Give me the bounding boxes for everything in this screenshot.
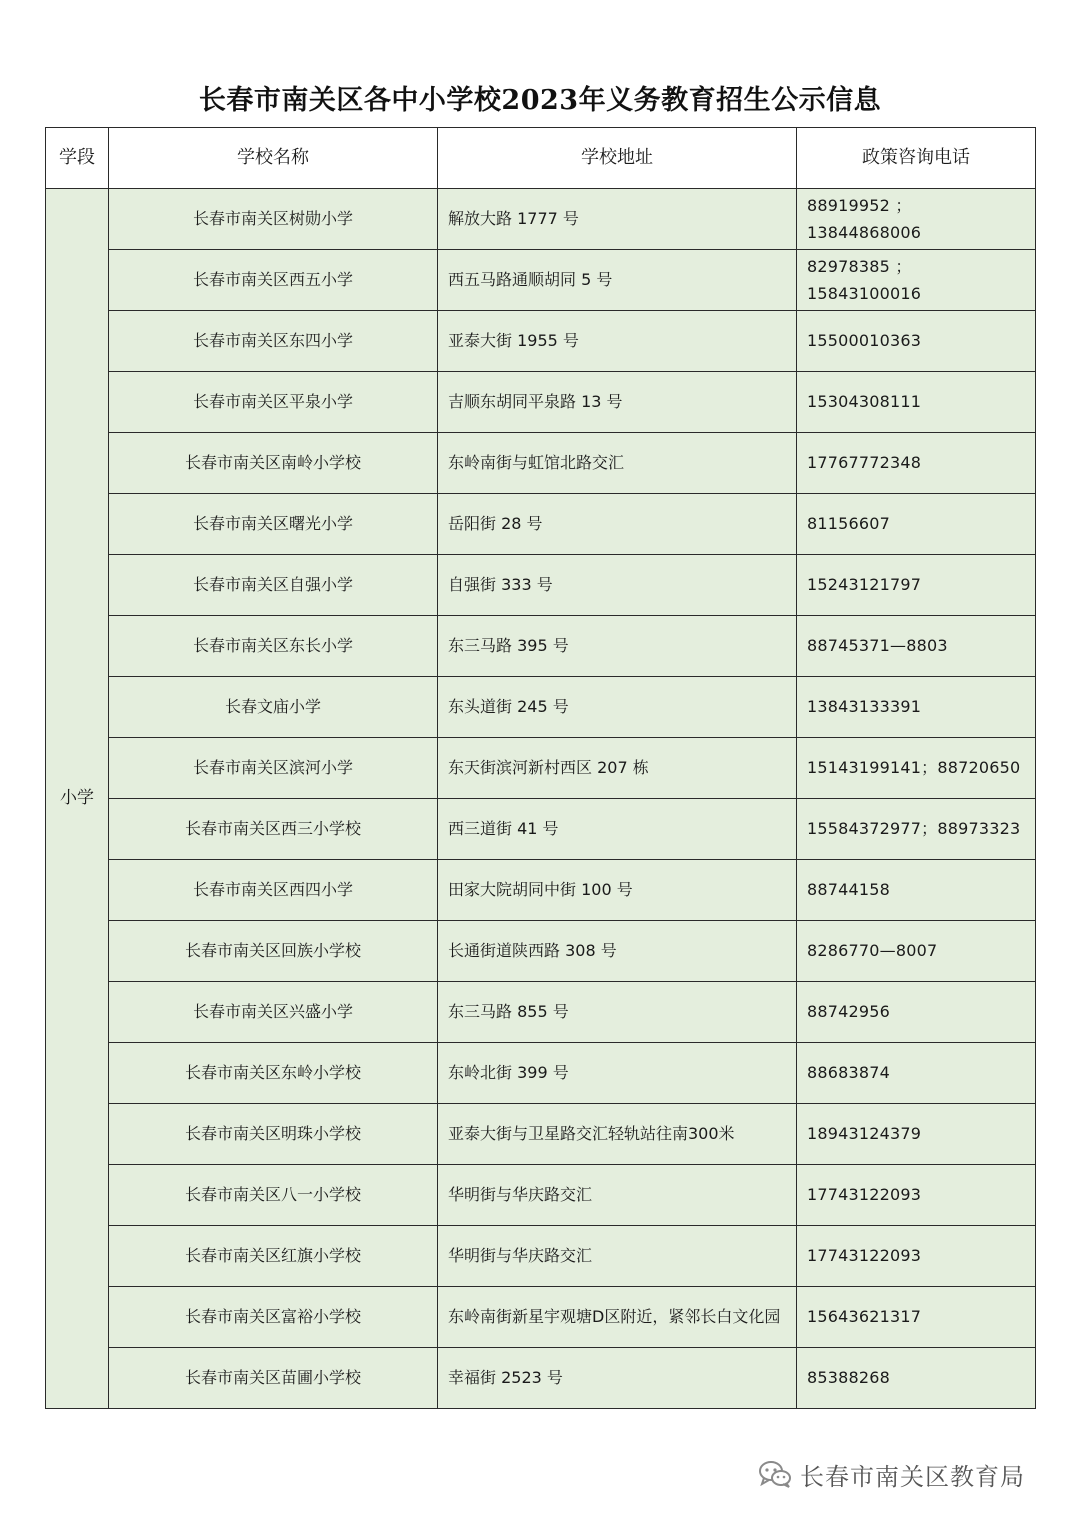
address-cell: 东头道街 245 号 [438, 677, 797, 738]
school-name-cell: 长春市南关区回族小学校 [109, 921, 438, 982]
address-cell: 东岭南街与虹馆北路交汇 [438, 433, 797, 494]
address-cell: 东岭南街新星宇观塘D区附近，紧邻长白文化园 [438, 1287, 797, 1348]
table-row [46, 189, 1036, 250]
table-row [46, 494, 1036, 555]
address-cell: 东三马路 395 号 [438, 616, 797, 677]
phone-cell: 88683874 [797, 1043, 1036, 1104]
address-cell: 东三马路 855 号 [438, 982, 797, 1043]
phone-cell: 81156607 [797, 494, 1036, 555]
school-name-cell: 长春市南关区西五小学 [109, 250, 438, 311]
header-school-name: 学校名称 [109, 128, 438, 189]
table-row [46, 982, 1036, 1043]
table-row [46, 677, 1036, 738]
header-level: 学段 [46, 128, 109, 189]
school-name-cell: 长春市南关区东四小学 [109, 311, 438, 372]
school-name-cell: 长春市南关区西三小学校 [109, 799, 438, 860]
phone-cell: 15304308111 [797, 372, 1036, 433]
table-row [46, 616, 1036, 677]
table-row [46, 1226, 1036, 1287]
school-name-cell: 长春市南关区兴盛小学 [109, 982, 438, 1043]
table-body [46, 189, 1036, 1409]
table-row [46, 1287, 1036, 1348]
school-name-cell: 长春市南关区自强小学 [109, 555, 438, 616]
table-row [46, 1043, 1036, 1104]
table-row [46, 433, 1036, 494]
school-name-cell: 长春市南关区南岭小学校 [109, 433, 438, 494]
table-row [46, 738, 1036, 799]
school-name-cell: 长春市南关区曙光小学 [109, 494, 438, 555]
phone-cell: 82978385 ； 15843100016 [797, 250, 1036, 311]
address-cell: 亚泰大街与卫星路交汇轻轨站往南300米 [438, 1104, 797, 1165]
address-cell: 西五马路通顺胡同 5 号 [438, 250, 797, 311]
school-name-cell: 长春市南关区西四小学 [109, 860, 438, 921]
phone-cell: 17743122093 [797, 1226, 1036, 1287]
phone-cell: 15584372977；88973323 [797, 799, 1036, 860]
phone-cell: 88744158 [797, 860, 1036, 921]
address-cell: 吉顺东胡同平泉路 13 号 [438, 372, 797, 433]
table-row [46, 311, 1036, 372]
address-cell: 东岭北街 399 号 [438, 1043, 797, 1104]
phone-cell: 88919952 ； 13844868006 [797, 189, 1036, 250]
address-cell: 幸福街 2523 号 [438, 1348, 797, 1409]
address-cell: 岳阳街 28 号 [438, 494, 797, 555]
school-name-cell: 长春文庙小学 [109, 677, 438, 738]
school-name-cell: 长春市南关区滨河小学 [109, 738, 438, 799]
phone-cell: 8286770—8007 [797, 921, 1036, 982]
phone-cell: 15500010363 [797, 311, 1036, 372]
address-cell: 田家大院胡同中街 100 号 [438, 860, 797, 921]
header-phone: 政策咨询电话 [797, 128, 1036, 189]
table-row [46, 555, 1036, 616]
school-name-cell: 长春市南关区树勋小学 [109, 189, 438, 250]
school-name-cell: 长春市南关区平泉小学 [109, 372, 438, 433]
enrollment-table [45, 127, 1036, 1409]
school-name-cell: 长春市南关区东岭小学校 [109, 1043, 438, 1104]
page-title: 长春市南关区各中小学校2023年义务教育招生公示信息 [198, 85, 882, 116]
phone-cell: 15643621317 [797, 1287, 1036, 1348]
phone-cell: 17767772348 [797, 433, 1036, 494]
school-name-cell: 长春市南关区八一小学校 [109, 1165, 438, 1226]
table-row [46, 921, 1036, 982]
address-cell: 华明街与华庆路交汇 [438, 1165, 797, 1226]
address-cell: 长通街道陕西路 308 号 [438, 921, 797, 982]
table-row [46, 1165, 1036, 1226]
school-name-cell: 长春市南关区富裕小学校 [109, 1287, 438, 1348]
address-cell: 西三道街 41 号 [438, 799, 797, 860]
header-address: 学校地址 [438, 128, 797, 189]
watermark [758, 1456, 1025, 1492]
phone-cell: 85388268 [797, 1348, 1036, 1409]
watermark-text: 长春市南关区教育局 [800, 1462, 1025, 1491]
table-row [46, 372, 1036, 433]
school-name-cell: 长春市南关区东长小学 [109, 616, 438, 677]
phone-cell: 15243121797 [797, 555, 1036, 616]
table-row [46, 860, 1036, 921]
school-name-cell: 长春市南关区红旗小学校 [109, 1226, 438, 1287]
phone-cell: 18943124379 [797, 1104, 1036, 1165]
phone-cell: 13843133391 [797, 677, 1036, 738]
school-name-cell: 长春市南关区苗圃小学校 [109, 1348, 438, 1409]
level-cell: 小学 [46, 189, 109, 1409]
table-header-row [46, 128, 1036, 189]
address-cell: 自强街 333 号 [438, 555, 797, 616]
phone-cell: 88742956 [797, 982, 1036, 1043]
address-cell: 华明街与华庆路交汇 [438, 1226, 797, 1287]
table-row [46, 250, 1036, 311]
address-cell: 东天街滨河新村西区 207 栋 [438, 738, 797, 799]
table-row [46, 799, 1036, 860]
phone-cell: 88745371—8803 [797, 616, 1036, 677]
phone-cell: 15143199141；88720650 [797, 738, 1036, 799]
table-row [46, 1348, 1036, 1409]
table-row [46, 1104, 1036, 1165]
phone-cell: 17743122093 [797, 1165, 1036, 1226]
address-cell: 解放大路 1777 号 [438, 189, 797, 250]
address-cell: 亚泰大街 1955 号 [438, 311, 797, 372]
wechat-icon [758, 1459, 792, 1489]
school-name-cell: 长春市南关区明珠小学校 [109, 1104, 438, 1165]
